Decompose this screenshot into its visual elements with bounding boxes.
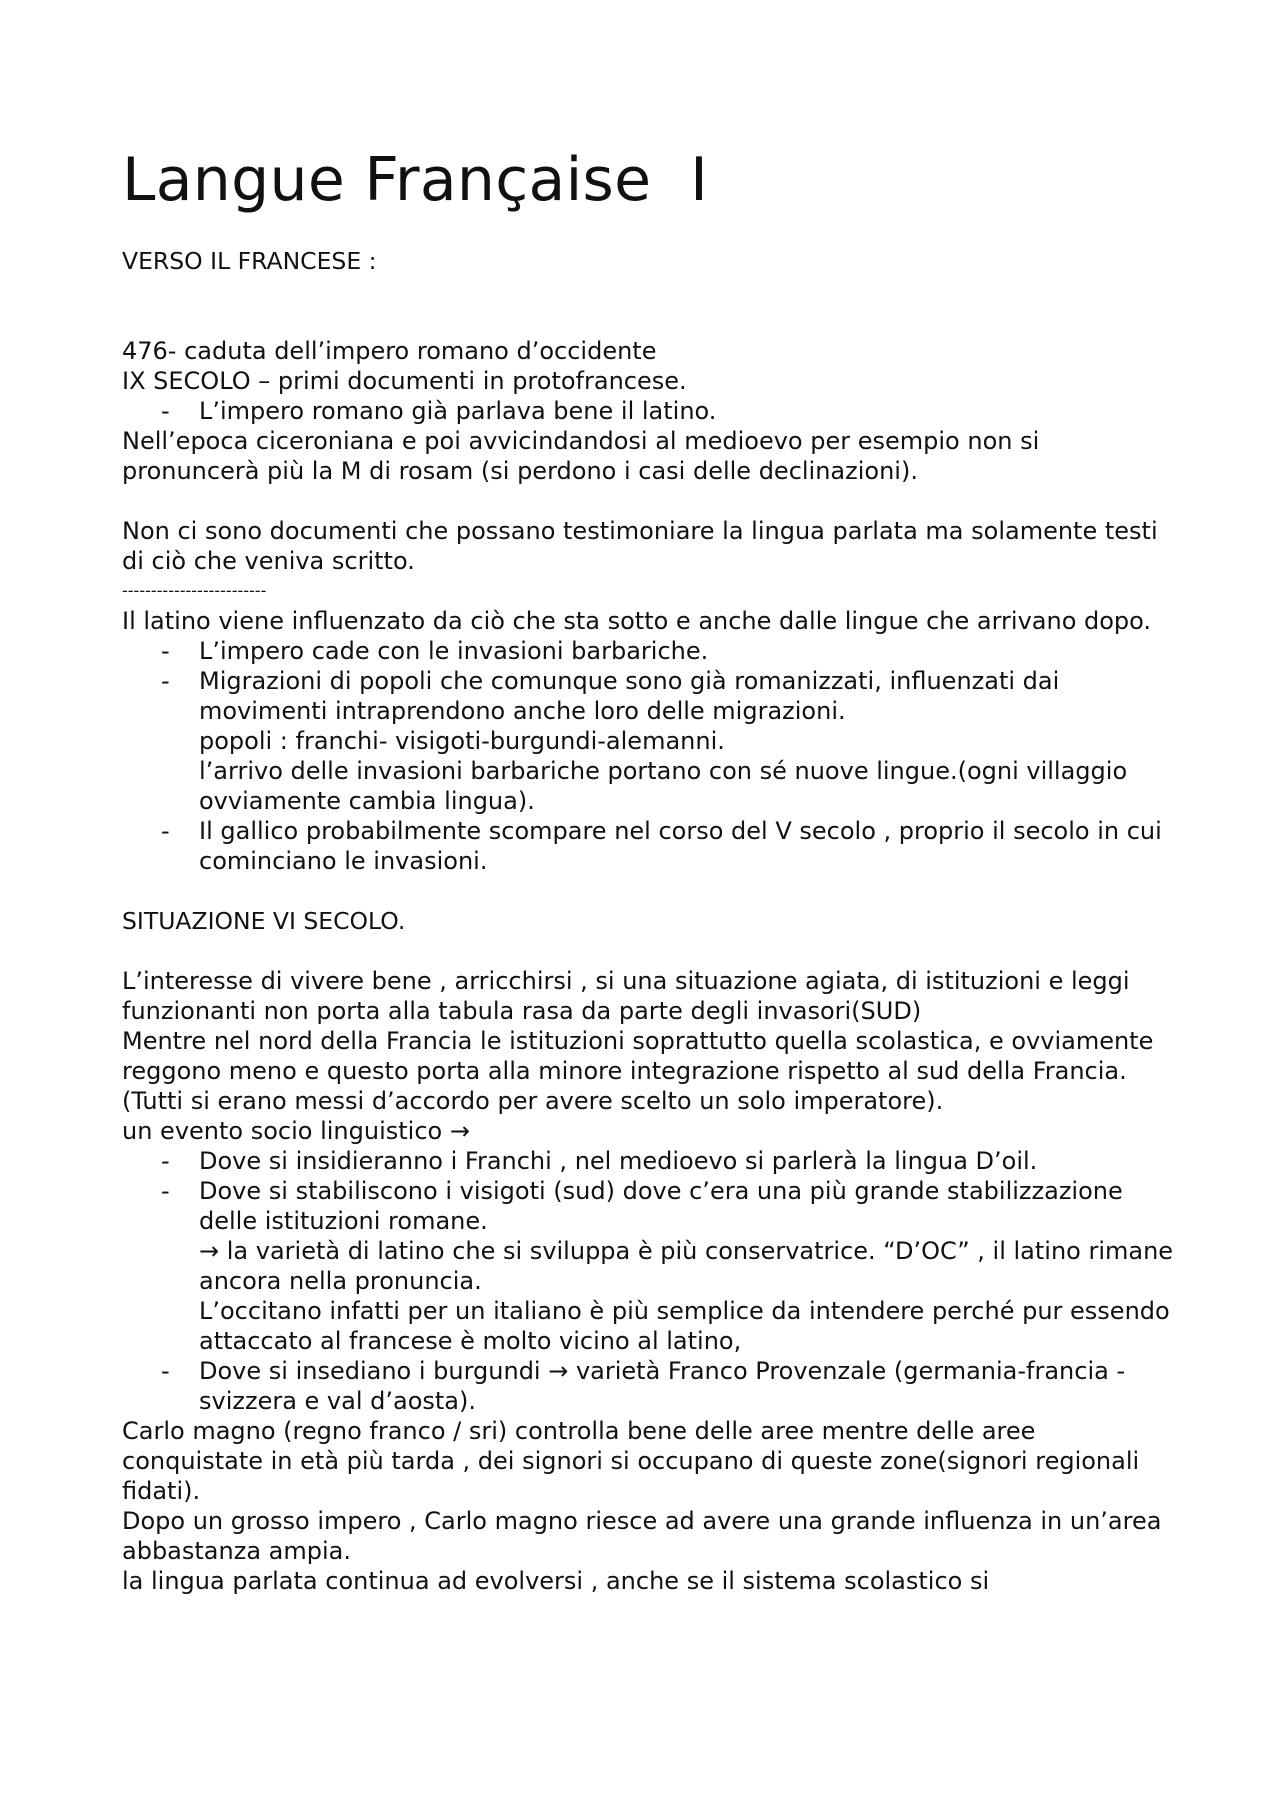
- section-heading-verso: VERSO IL FRANCESE :: [122, 247, 377, 275]
- list-item: [199, 1176, 1180, 1356]
- list-item: - Dove si insidieranno i Franchi , nel medioevo si parlerà la lingua D’oil.: [199, 1146, 1180, 1176]
- paragraph-tutti: (Tutti si erano messi d’accordo per avere scelto un solo imperatore).: [122, 1087, 944, 1115]
- paragraph-lingua: la lingua parlata continua ad evolversi , anche se il sistema scolastico si: [122, 1567, 990, 1595]
- paragraph-ix-secolo: IX SECOLO – primi documenti in protofrancese.: [122, 367, 687, 395]
- list-item-subline: popoli : franchi- visigoti-burgundi-alemanni.: [199, 727, 725, 755]
- list-item: - Il gallico probabilmente scompare nel corso del V secolo , proprio il secolo in cui cominciano le invasioni.: [199, 816, 1180, 876]
- paragraph-476: 476- caduta dell’impero romano d’occidente: [122, 337, 657, 365]
- list-item-text: - Dove si stabiliscono i visigoti (sud) dove c’era una più grande stabilizzazione delle istituzioni romane.: [199, 1177, 1123, 1235]
- list-item-subline: L’occitano infatti per un italiano è più semplice da intendere perché pur essendo attaccato al francese è molto vicino al latino,: [199, 1297, 1170, 1355]
- separator-line: -------------------------: [122, 581, 267, 600]
- section-heading-situazione: SITUAZIONE VI SECOLO.: [122, 907, 406, 935]
- list-item-subline: → la varietà di latino che si sviluppa è più conservatrice. “D’OC” , il latino rimane ancora nella pronuncia.: [199, 1237, 1174, 1295]
- paragraph-interesse: L’interesse di vivere bene , arricchirsi , si una situazione agiata, di istituzioni e leggi funzionanti non porta alla tabula rasa da parte degli invasori(SUD): [122, 967, 1130, 1025]
- list-item: [199, 666, 1180, 816]
- spacer: [122, 876, 1180, 906]
- list-item: - L’impero cade con le invasioni barbariche.: [199, 636, 1180, 666]
- paragraph-evento: un evento socio linguistico →: [122, 1117, 470, 1145]
- bullet-list-1: [122, 396, 1180, 426]
- spacer: [122, 276, 1180, 336]
- paragraph-mentre: Mentre nel nord della Francia le istituzioni soprattutto quella scolastica, e ovviamente reggono meno e questo porta alla minore integrazione rispetto al sud della Francia.: [122, 1027, 1154, 1085]
- list-item: - Dove si insediano i burgundi → varietà Franco Provenzale (germania-francia -svizzera e val d’aosta).: [199, 1356, 1180, 1416]
- paragraph-documenti: Non ci sono documenti che possano testimoniare la lingua parlata ma solamente testi di ciò che veniva scritto.: [122, 517, 1158, 575]
- paragraph-ciceroniana: Nell’epoca ciceroniana e poi avvicindandosi al medioevo per esempio non si pronuncerà più la M di rosam (si perdono i casi delle declinazioni).: [122, 427, 1040, 485]
- bullet-list-2: [122, 636, 1180, 876]
- spacer: [122, 936, 1180, 966]
- paragraph-latino: Il latino viene influenzato da ciò che sta sotto e anche dalle lingue che arrivano dopo.: [122, 607, 1152, 635]
- paragraph-carlo-magno: Carlo magno (regno franco / sri) controlla bene delle aree mentre delle aree conquistate in età più tarda , dei signori si occupano di queste zone(signori regionali fidati).: [122, 1417, 1140, 1505]
- paragraph-dopo: Dopo un grosso impero , Carlo magno riesce ad avere una grande influenza in un’area abbastanza ampia.: [122, 1507, 1162, 1565]
- list-item: - L’impero romano già parlava bene il latino.: [199, 396, 1180, 426]
- bullet-list-3: [122, 1146, 1180, 1416]
- document-title: Langue Française I: [122, 145, 709, 215]
- list-item-subline: l’arrivo delle invasioni barbariche portano con sé nuove lingue.(ogni villaggio ovviamente cambia lingua).: [199, 757, 1128, 815]
- spacer: [122, 486, 1180, 516]
- list-item-text: - Migrazioni di popoli che comunque sono già romanizzati, influenzati dai movimenti intraprendono anche loro delle migrazioni.: [199, 667, 1060, 725]
